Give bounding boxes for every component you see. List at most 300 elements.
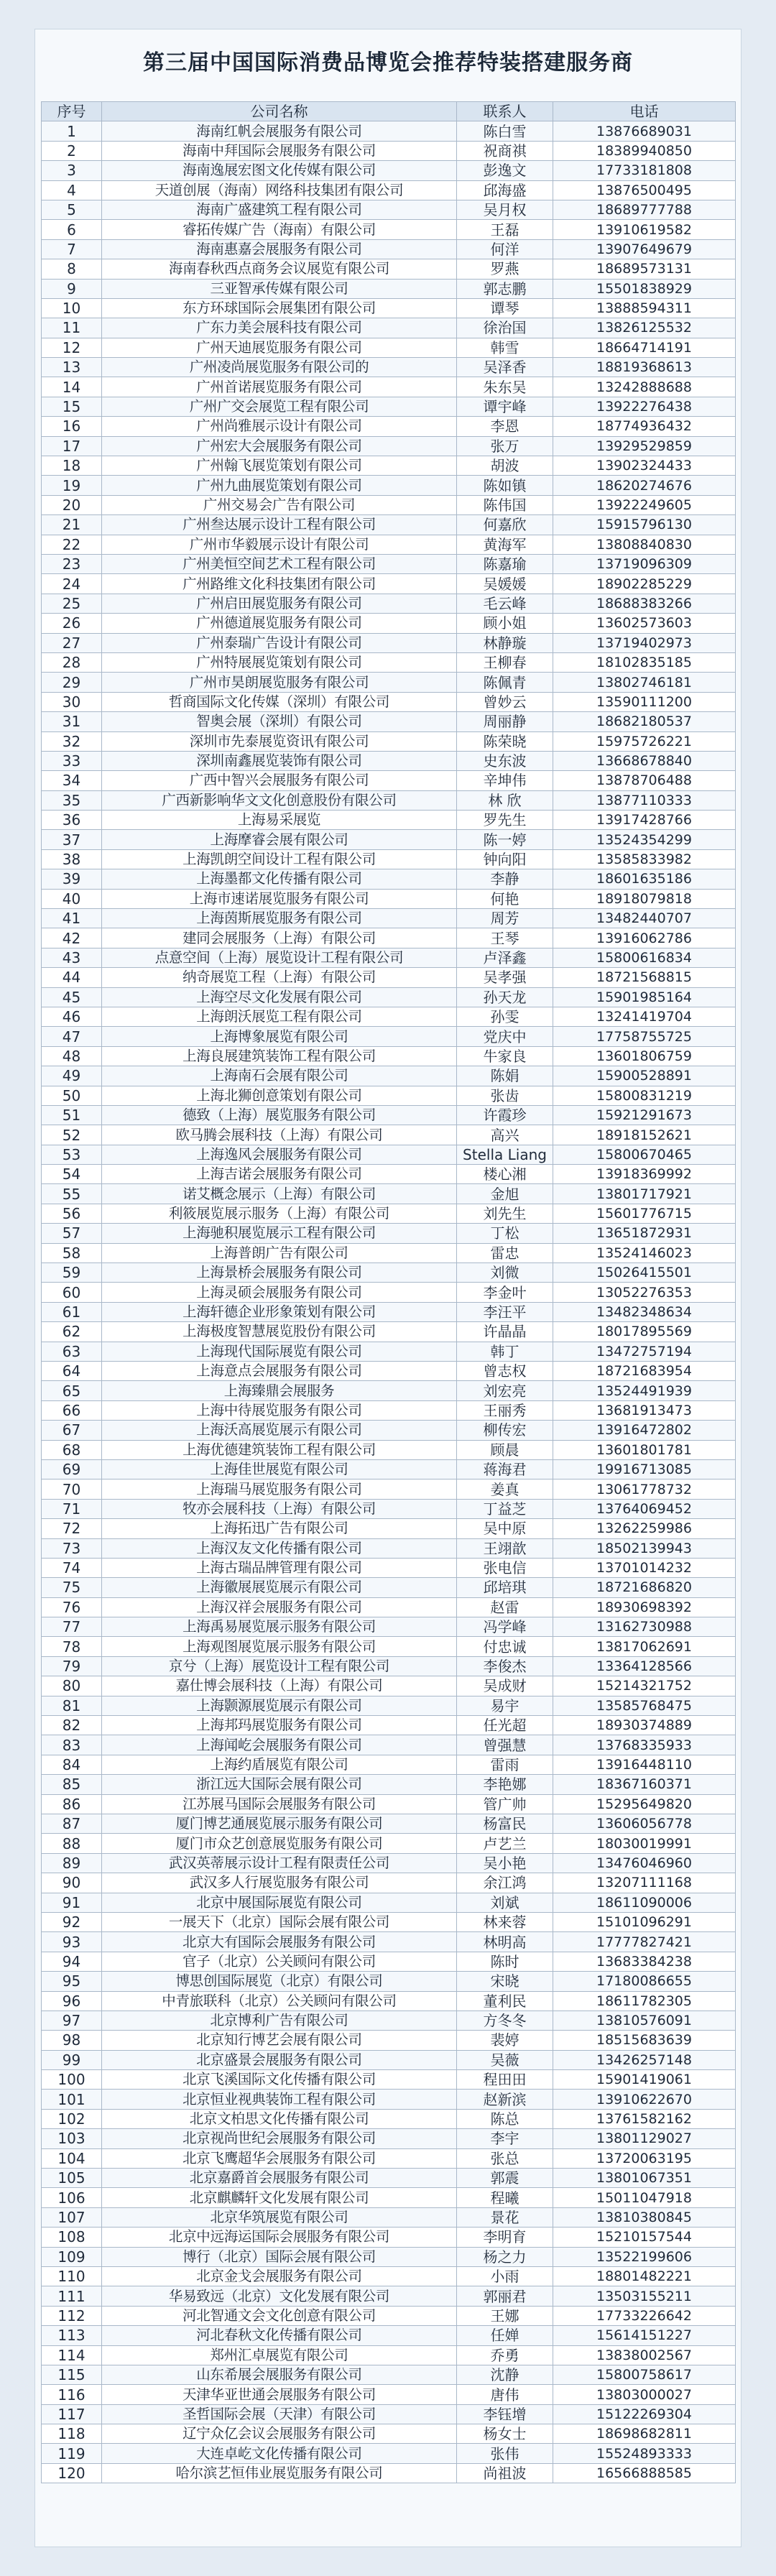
row-index: 58 — [42, 1243, 102, 1262]
contact-person: 刘斌 — [457, 1893, 553, 1912]
phone-number: 18611782305 — [553, 1991, 736, 2011]
company-name: 上海观图展览展示服务有限公司 — [102, 1637, 457, 1656]
table-row — [42, 2326, 736, 2345]
phone-number: 18017895569 — [553, 1322, 736, 1342]
phone-number: 13826125532 — [553, 318, 736, 338]
table-row — [42, 1459, 736, 1479]
row-index: 109 — [42, 2247, 102, 2266]
phone-number: 13922249605 — [553, 495, 736, 514]
phone-number: 18774936432 — [553, 417, 736, 436]
contact-person: 吴泽香 — [457, 358, 553, 377]
company-name: 武汉英蒂展示设计工程有限责任公司 — [102, 1853, 457, 1873]
table-row — [42, 2463, 736, 2483]
row-index: 105 — [42, 2169, 102, 2188]
table-row — [42, 2306, 736, 2325]
company-name: 上海博象展览有限公司 — [102, 1027, 457, 1046]
row-index: 44 — [42, 968, 102, 987]
company-name: 上海灵硕会展服务有限公司 — [102, 1283, 457, 1302]
row-index: 20 — [42, 495, 102, 514]
phone-number: 13922276438 — [553, 397, 736, 416]
contact-person: 林来蓉 — [457, 1912, 553, 1931]
table-row — [42, 338, 736, 357]
company-name: 大连卓屹文化传播有限公司 — [102, 2444, 457, 2463]
company-name: 上海驰积展览展示工程有限公司 — [102, 1224, 457, 1243]
company-name: 智奥会展（深圳）有限公司 — [102, 712, 457, 731]
company-name: 东方环球国际会展集团有限公司 — [102, 298, 457, 318]
table-row — [42, 1440, 736, 1459]
company-name: 上海市速诺展览服务有限公司 — [102, 889, 457, 908]
company-name: 辽宁众亿会议会展服务有限公司 — [102, 2424, 457, 2444]
contact-person: 李宇 — [457, 2129, 553, 2148]
row-index: 55 — [42, 1184, 102, 1204]
company-name: 京兮（上海）展览设计工程有限公司 — [102, 1656, 457, 1676]
row-index: 85 — [42, 1775, 102, 1794]
phone-number: 15915796130 — [553, 515, 736, 535]
contact-person: 卢艺兰 — [457, 1834, 553, 1853]
header-company: 公司名称 — [102, 102, 457, 121]
row-index: 34 — [42, 771, 102, 790]
company-name: 上海朗沃展览工程有限公司 — [102, 1007, 457, 1026]
phone-number: 17180086655 — [553, 1972, 736, 1991]
company-name: 北京盛景会展服务有限公司 — [102, 2050, 457, 2069]
contact-person: 陈娟 — [457, 1066, 553, 1086]
row-index: 106 — [42, 2188, 102, 2207]
table-row — [42, 2050, 736, 2069]
company-name: 北京金戈会展服务有限公司 — [102, 2266, 457, 2286]
table-row — [42, 2109, 736, 2128]
phone-number: 13602573603 — [553, 614, 736, 633]
contact-person: 毛云峰 — [457, 594, 553, 613]
table-row — [42, 771, 736, 790]
contact-person: 金旭 — [457, 1184, 553, 1204]
row-index: 93 — [42, 1932, 102, 1952]
contact-person: 刘先生 — [457, 1204, 553, 1223]
document-sheet — [34, 29, 742, 2547]
row-index: 45 — [42, 987, 102, 1007]
phone-number: 13907649679 — [553, 239, 736, 259]
table-body — [42, 121, 736, 2483]
company-name: 哲商国际文化传媒（深圳）有限公司 — [102, 692, 457, 711]
phone-number: 13910619582 — [553, 220, 736, 239]
phone-number: 13810380845 — [553, 2207, 736, 2227]
contact-person: 彭逸文 — [457, 161, 553, 180]
table-row — [42, 1499, 736, 1518]
phone-number: 13606056778 — [553, 1814, 736, 1833]
table-row — [42, 2148, 736, 2168]
contact-person: 李恩 — [457, 417, 553, 436]
table-row — [42, 673, 736, 692]
company-name: 上海汉祥会展服务有限公司 — [102, 1597, 457, 1617]
contact-person: 吴中原 — [457, 1519, 553, 1538]
table-row — [42, 1519, 736, 1538]
phone-number: 18902285229 — [553, 574, 736, 594]
row-index: 50 — [42, 1086, 102, 1105]
phone-number: 15901419061 — [553, 2070, 736, 2090]
table-row — [42, 1184, 736, 1204]
company-name: 广州交易会广告有限公司 — [102, 495, 457, 514]
phone-number: 13524491939 — [553, 1381, 736, 1400]
table-row — [42, 1479, 736, 1499]
contact-person: 李静 — [457, 869, 553, 889]
company-name: 上海中待展览服务有限公司 — [102, 1400, 457, 1420]
phone-number: 18721568815 — [553, 968, 736, 987]
row-index: 49 — [42, 1066, 102, 1086]
phone-number: 13668678840 — [553, 751, 736, 770]
company-name: 河北智通文会文化创意有限公司 — [102, 2306, 457, 2325]
phone-number: 13764069452 — [553, 1499, 736, 1518]
contact-person: 吴成财 — [457, 1676, 553, 1696]
table-row — [42, 849, 736, 869]
company-name: 广州泰瑞广告设计有限公司 — [102, 633, 457, 652]
company-name: 河北春秋文化传播有限公司 — [102, 2326, 457, 2345]
row-index: 91 — [42, 1893, 102, 1912]
company-name: 上海南石会展有限公司 — [102, 1066, 457, 1086]
table-row — [42, 830, 736, 849]
company-name: 广西新影响华文文化创意股份有限公司 — [102, 790, 457, 810]
table-row — [42, 1302, 736, 1321]
row-index: 60 — [42, 1283, 102, 1302]
contact-person: 李金叶 — [457, 1283, 553, 1302]
contact-person: 林 欣 — [457, 790, 553, 810]
contact-person: 吴小艳 — [457, 1853, 553, 1873]
company-name: 北京飞鹰超华会展服务有限公司 — [102, 2148, 457, 2168]
table-row — [42, 259, 736, 279]
table-row — [42, 417, 736, 436]
phone-number: 13651872931 — [553, 1224, 736, 1243]
contact-person: 李俊杰 — [457, 1656, 553, 1676]
row-index: 6 — [42, 220, 102, 239]
row-index: 84 — [42, 1755, 102, 1774]
table-row — [42, 1243, 736, 1262]
company-name: 上海现代国际展览有限公司 — [102, 1342, 457, 1361]
company-name: 浙江远大国际会展有限公司 — [102, 1775, 457, 1794]
company-name: 广州市华毅展示设计有限公司 — [102, 535, 457, 554]
table-row — [42, 220, 736, 239]
row-index: 96 — [42, 1991, 102, 2011]
company-name: 广东力美会展科技有限公司 — [102, 318, 457, 338]
contact-person: 何洋 — [457, 239, 553, 259]
row-index: 30 — [42, 692, 102, 711]
contact-person: 王翊歆 — [457, 1538, 553, 1558]
phone-number: 18611090006 — [553, 1893, 736, 1912]
contact-person: 徐治国 — [457, 318, 553, 338]
page-title: 第三届中国国际消费品博览会推荐特装搭建服务商 — [143, 50, 633, 75]
row-index: 110 — [42, 2266, 102, 2286]
table-row — [42, 161, 736, 180]
row-index: 92 — [42, 1912, 102, 1931]
phone-number: 13801067351 — [553, 2169, 736, 2188]
phone-number: 17758755725 — [553, 1027, 736, 1046]
table-row — [42, 121, 736, 141]
phone-number: 18819368613 — [553, 358, 736, 377]
phone-number: 13876689031 — [553, 121, 736, 141]
row-index: 98 — [42, 2031, 102, 2050]
contact-person: 李钰增 — [457, 2404, 553, 2424]
phone-number: 13876500495 — [553, 180, 736, 200]
phone-number: 18502139943 — [553, 1538, 736, 1558]
contact-person: 宋晓 — [457, 1972, 553, 1991]
contact-person: 陈嘉瑜 — [457, 554, 553, 573]
phone-number: 13426257148 — [553, 2050, 736, 2069]
table-row — [42, 1972, 736, 1991]
company-name: 上海佳世展览有限公司 — [102, 1459, 457, 1479]
company-name: 上海汉友文化传播有限公司 — [102, 1538, 457, 1558]
phone-number: 13524146023 — [553, 1243, 736, 1262]
company-name: 纳奇展览工程（上海）有限公司 — [102, 968, 457, 987]
table-row — [42, 1656, 736, 1676]
table-row — [42, 239, 736, 259]
contact-person: 吴月权 — [457, 200, 553, 219]
company-name: 郑州汇卓展览有限公司 — [102, 2345, 457, 2365]
company-name: 上海沃高展览展示有限公司 — [102, 1421, 457, 1440]
phone-number: 15524893333 — [553, 2444, 736, 2463]
table-row — [42, 692, 736, 711]
company-name: 广州市昊朗展览服务有限公司 — [102, 673, 457, 692]
contact-person: 邱海盛 — [457, 180, 553, 200]
contact-person: 任婵 — [457, 2326, 553, 2345]
company-name: 上海瑞马展览服务有限公司 — [102, 1479, 457, 1499]
row-index: 116 — [42, 2385, 102, 2404]
phone-number: 15501838929 — [553, 279, 736, 298]
phone-number: 13761582162 — [553, 2109, 736, 2128]
row-index: 83 — [42, 1735, 102, 1755]
row-index: 35 — [42, 790, 102, 810]
table-row — [42, 1617, 736, 1637]
company-name: 厦门市众艺创意展览服务有限公司 — [102, 1834, 457, 1853]
contact-person: 张万 — [457, 436, 553, 456]
table-row — [42, 889, 736, 908]
table-row — [42, 358, 736, 377]
phone-number: 13918369992 — [553, 1165, 736, 1184]
phone-number: 15800831219 — [553, 1086, 736, 1105]
row-index: 95 — [42, 1972, 102, 1991]
table-row — [42, 652, 736, 672]
phone-number: 15614151227 — [553, 2326, 736, 2345]
contact-person: 党庆中 — [457, 1027, 553, 1046]
company-name: 海南广盛建筑工程有限公司 — [102, 200, 457, 219]
contact-person: 顾小姐 — [457, 614, 553, 633]
contact-person: 许晶晶 — [457, 1322, 553, 1342]
table-row — [42, 377, 736, 397]
table-row — [42, 2365, 736, 2384]
company-name: 上海闻屹会展服务有限公司 — [102, 1735, 457, 1755]
phone-number: 13817062691 — [553, 1637, 736, 1656]
company-name: 上海普朗广告有限公司 — [102, 1243, 457, 1262]
company-name: 上海极度智慧展览股份有限公司 — [102, 1322, 457, 1342]
row-index: 62 — [42, 1322, 102, 1342]
table-row — [42, 515, 736, 535]
phone-number: 13482348634 — [553, 1302, 736, 1321]
phone-number: 13482440707 — [553, 909, 736, 928]
header-index: 序号 — [42, 102, 102, 121]
table-row — [42, 1775, 736, 1794]
company-name: 北京恒业视典装饰工程有限公司 — [102, 2090, 457, 2109]
header-row — [42, 102, 736, 121]
table-row — [42, 1263, 736, 1283]
row-index: 18 — [42, 456, 102, 476]
company-name: 上海空尽文化发展有限公司 — [102, 987, 457, 1007]
contact-person: 朱东吴 — [457, 377, 553, 397]
company-name: 上海约盾展览有限公司 — [102, 1755, 457, 1774]
phone-number: 15210157544 — [553, 2228, 736, 2247]
row-index: 21 — [42, 515, 102, 535]
row-index: 115 — [42, 2365, 102, 2384]
phone-number: 15900528891 — [553, 1066, 736, 1086]
phone-number: 13585768475 — [553, 1696, 736, 1715]
company-name: 广州德道展览服务有限公司 — [102, 614, 457, 633]
table-row — [42, 1145, 736, 1164]
contact-person: 雷雨 — [457, 1755, 553, 1774]
company-name: 广西中智兴会展服务有限公司 — [102, 771, 457, 790]
row-index: 69 — [42, 1459, 102, 1479]
row-index: 100 — [42, 2070, 102, 2090]
contact-person: 陈如镇 — [457, 476, 553, 495]
phone-number: 13803000027 — [553, 2385, 736, 2404]
table-row — [42, 869, 736, 889]
row-index: 47 — [42, 1027, 102, 1046]
contact-person: 张伟 — [457, 2444, 553, 2463]
contact-person: 刘宏亮 — [457, 1381, 553, 1400]
table-row — [42, 141, 736, 160]
phone-number: 13522199606 — [553, 2247, 736, 2266]
company-name: 北京文柏思文化传播有限公司 — [102, 2109, 457, 2128]
phone-number: 13802746181 — [553, 673, 736, 692]
company-name: 上海茵斯展览服务有限公司 — [102, 909, 457, 928]
row-index: 19 — [42, 476, 102, 495]
row-index: 86 — [42, 1794, 102, 1814]
company-name: 深圳南鑫展览装饰有限公司 — [102, 751, 457, 770]
row-index: 48 — [42, 1046, 102, 1066]
phone-number: 13916448110 — [553, 1755, 736, 1774]
company-name: 上海景桥会展服务有限公司 — [102, 1263, 457, 1283]
company-name: 北京中展国际展览有限公司 — [102, 1893, 457, 1912]
contact-person: 张电信 — [457, 1558, 553, 1577]
phone-number: 18930374889 — [553, 1716, 736, 1735]
row-index: 56 — [42, 1204, 102, 1223]
table-row — [42, 495, 736, 514]
company-name: 海南春秋西点商务会议展览有限公司 — [102, 259, 457, 279]
company-name: 上海拓迅广告有限公司 — [102, 1519, 457, 1538]
table-row — [42, 1912, 736, 1931]
phone-number: 13262259986 — [553, 1519, 736, 1538]
contact-person: 牛家良 — [457, 1046, 553, 1066]
contact-person: 韩丁 — [457, 1342, 553, 1361]
table-row — [42, 1952, 736, 1971]
contact-person: 唐伟 — [457, 2385, 553, 2404]
row-index: 101 — [42, 2090, 102, 2109]
contact-person: 曾志权 — [457, 1362, 553, 1381]
table-row — [42, 1400, 736, 1420]
company-name: 北京大有国际会展服务有限公司 — [102, 1932, 457, 1952]
table-row — [42, 436, 736, 456]
contact-person: 乔勇 — [457, 2345, 553, 2365]
phone-number: 13242888688 — [553, 377, 736, 397]
row-index: 13 — [42, 358, 102, 377]
table-row — [42, 1165, 736, 1184]
phone-number: 13472757194 — [553, 1342, 736, 1361]
table-row — [42, 909, 736, 928]
row-index: 119 — [42, 2444, 102, 2463]
contact-person: 周丽静 — [457, 712, 553, 731]
phone-number: 15921291673 — [553, 1105, 736, 1125]
table-row — [42, 2090, 736, 2109]
table-row — [42, 279, 736, 298]
table-row — [42, 1755, 736, 1774]
row-index: 7 — [42, 239, 102, 259]
company-name: 厦门博艺通展览展示服务有限公司 — [102, 1814, 457, 1833]
table-row — [42, 751, 736, 770]
table-row — [42, 712, 736, 731]
company-name: 北京飞溪国际文化传播有限公司 — [102, 2070, 457, 2090]
row-index: 38 — [42, 849, 102, 869]
phone-number: 18930698392 — [553, 1597, 736, 1617]
row-index: 75 — [42, 1578, 102, 1597]
contact-person: 赵雷 — [457, 1597, 553, 1617]
phone-number: 18688383266 — [553, 594, 736, 613]
contact-person: 楼心湘 — [457, 1165, 553, 1184]
phone-number: 18367160371 — [553, 1775, 736, 1794]
contact-person: 陈时 — [457, 1952, 553, 1971]
phone-number: 13207111168 — [553, 1873, 736, 1893]
phone-number: 15011047918 — [553, 2188, 736, 2207]
phone-number: 13162730988 — [553, 1617, 736, 1637]
row-index: 5 — [42, 200, 102, 219]
row-index: 40 — [42, 889, 102, 908]
row-index: 2 — [42, 141, 102, 160]
row-index: 117 — [42, 2404, 102, 2424]
contact-person: 顾晨 — [457, 1440, 553, 1459]
row-index: 70 — [42, 1479, 102, 1499]
table-row — [42, 2070, 736, 2090]
phone-number: 18664714191 — [553, 338, 736, 357]
phone-number: 18689777788 — [553, 200, 736, 219]
contact-person: 王娜 — [457, 2306, 553, 2325]
table-row — [42, 2404, 736, 2424]
row-index: 97 — [42, 2011, 102, 2030]
phone-number: 18682180537 — [553, 712, 736, 731]
phone-number: 15601776715 — [553, 1204, 736, 1223]
row-index: 65 — [42, 1381, 102, 1400]
row-index: 8 — [42, 259, 102, 279]
contact-person: 蒋海君 — [457, 1459, 553, 1479]
phone-number: 15214321752 — [553, 1676, 736, 1696]
phone-number: 13917428766 — [553, 811, 736, 830]
company-name: 上海颢源展览展示有限公司 — [102, 1696, 457, 1715]
company-name: 博思创国际展览（北京）有限公司 — [102, 1972, 457, 1991]
contact-person: 余江鸿 — [457, 1873, 553, 1893]
header-phone: 电话 — [553, 102, 736, 121]
table-row — [42, 200, 736, 219]
contact-person: 丁松 — [457, 1224, 553, 1243]
phone-number: 15101096291 — [553, 1912, 736, 1931]
row-index: 59 — [42, 1263, 102, 1283]
table-row — [42, 1597, 736, 1617]
table-row — [42, 1834, 736, 1853]
row-index: 88 — [42, 1834, 102, 1853]
contact-person: 管广帅 — [457, 1794, 553, 1814]
row-index: 12 — [42, 338, 102, 357]
table-row — [42, 614, 736, 633]
table-row — [42, 1538, 736, 1558]
company-name: 一展天下（北京）国际会展有限公司 — [102, 1912, 457, 1931]
table-row — [42, 1637, 736, 1656]
company-name: 广州九曲展览策划有限公司 — [102, 476, 457, 495]
row-index: 42 — [42, 928, 102, 948]
phone-number: 13720063195 — [553, 2148, 736, 2168]
phone-number: 13503155211 — [553, 2286, 736, 2306]
contact-person: 史东波 — [457, 751, 553, 770]
table-row — [42, 1125, 736, 1145]
